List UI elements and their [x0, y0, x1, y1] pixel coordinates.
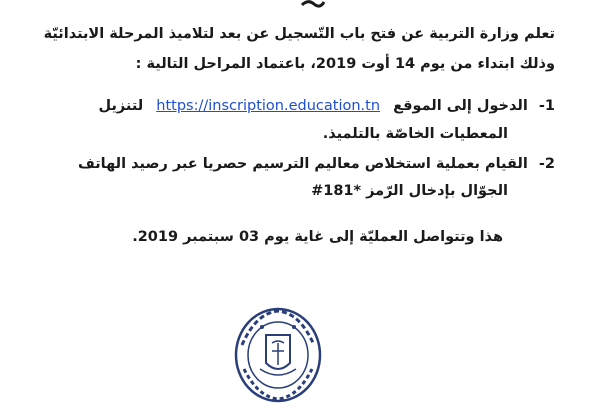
step-2-text: القيام بعملية استخلاص معاليم الترسيم حصريا عبر رصيد الهاتف	[77, 156, 528, 172]
step-1-continuation: المعطيات الخاصّة بالتلميذ.	[322, 126, 508, 142]
closing-line: هذا وتتواصل العمليّة إلى غاية يوم 03 سبتمبر 2019.	[132, 229, 503, 245]
step-2-number: 2-	[538, 156, 555, 172]
header-fragment	[300, 0, 326, 4]
step-1-number: 1-	[538, 98, 555, 114]
step-1	[40, 98, 555, 114]
intro-line-1: تعلم وزارة التربية عن فتح باب التّسجيل عن بعد لتلاميذ المرحلة الابتدائيّة	[43, 26, 555, 42]
step-1-text-after: لتنزيل	[98, 98, 144, 114]
ministry-seal-icon	[232, 305, 324, 405]
step-2-continuation: الجوّال بإدخال الرّمز *181#	[311, 183, 508, 199]
step-2	[40, 156, 555, 172]
intro-line-2: وذلك ابتداء من يوم 14 أوت 2019، باعتماد المراحل التالية :	[135, 56, 555, 72]
step-1-text: الدخول إلى الموقع	[393, 98, 528, 114]
registration-link[interactable]: https://inscription.education.tn	[156, 98, 381, 114]
